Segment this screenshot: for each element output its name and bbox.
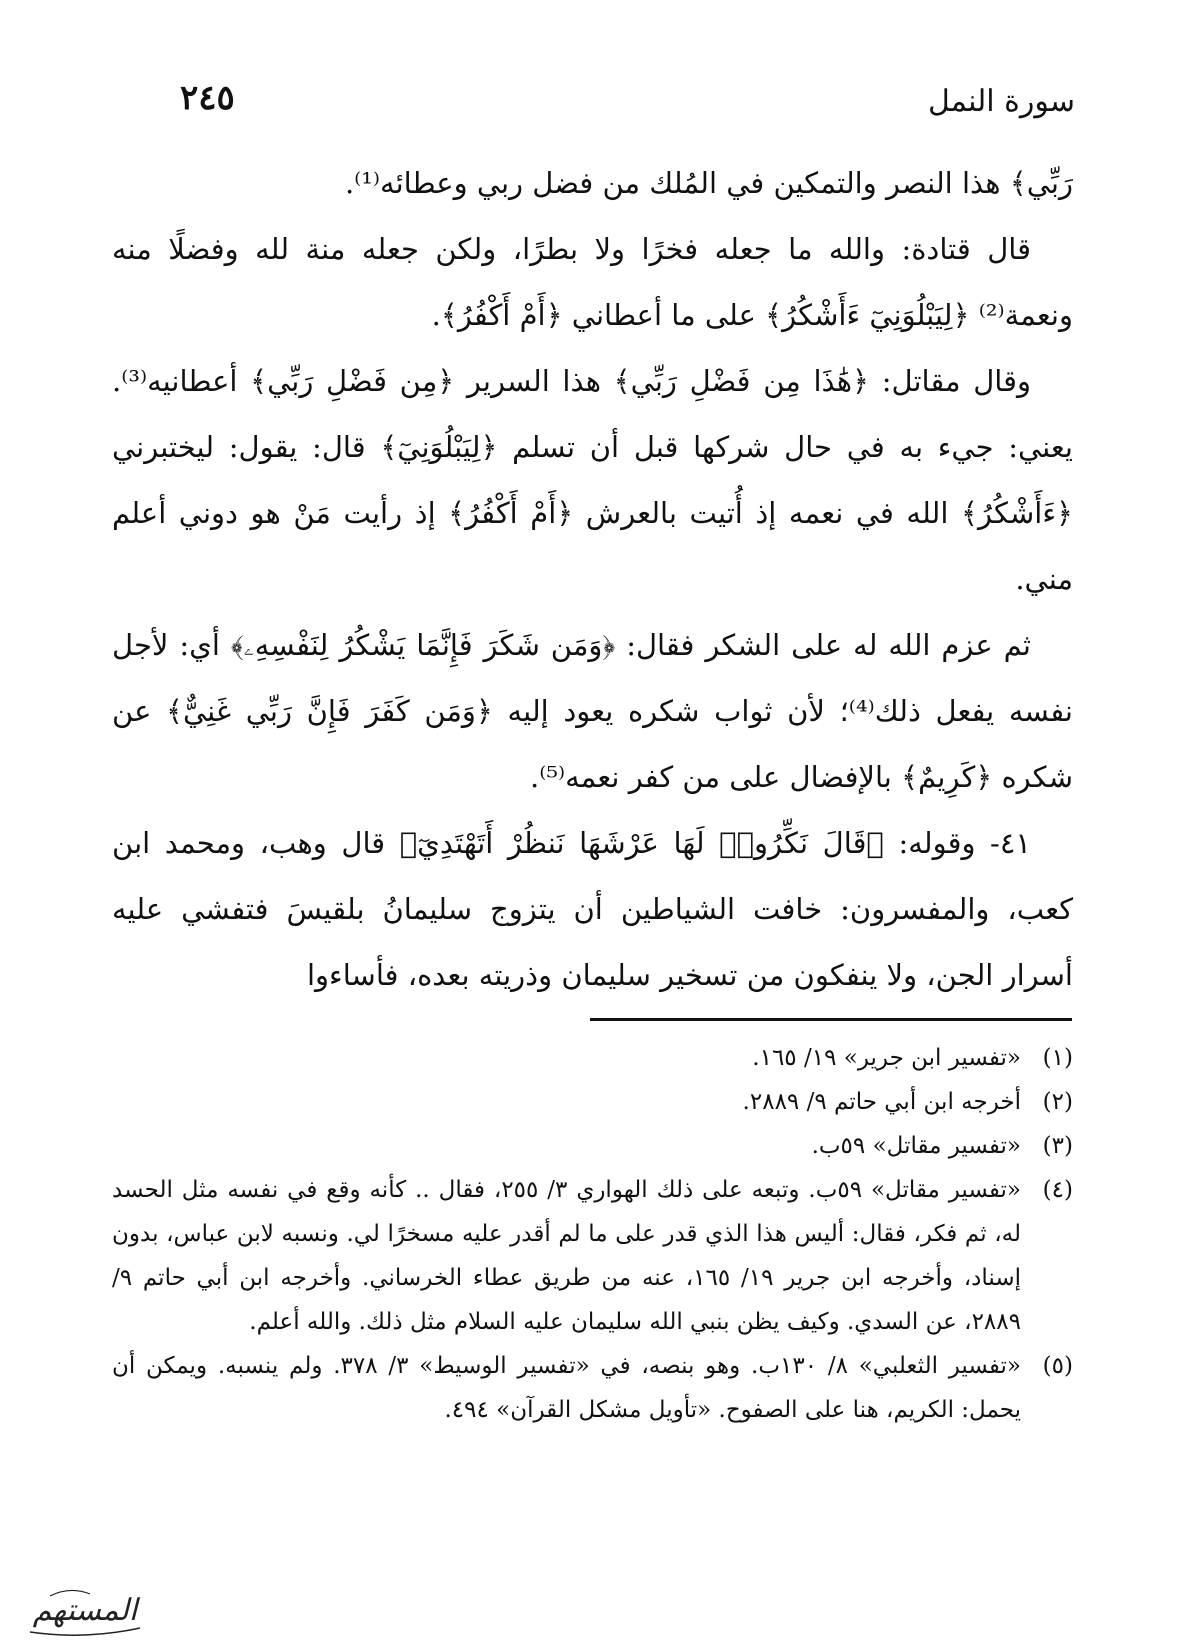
main-text [112,150,1073,1008]
footnote-number: (١) [1042,1045,1073,1071]
page-number: ٢٤٥ [180,78,235,118]
page-header [110,78,1075,128]
paragraph: وقال مقاتل: ﴿هَٰذَا مِن فَضْلِ رَبِّي﴾ هذا السرير ﴿مِن فَضْلِ رَبِّي﴾ أعطانيه⁽³⁾. يعني: جيء به في حال شركها قبل أن تسلم ﴿لِيَبْلُوَنِيٓ﴾ قال: يقول: ليختبرني ﴿ءَأَشْكُرُ﴾ الله في نعمه إذ أُتيت بالعرش ﴿أَمْ أَكْفُرُ﴾ إذ رأيت مَنْ هو دوني أعلم مني. [112,364,1073,596]
footnote-text: أخرجه ابن أبي حاتم ٩/ ٢٨٨٩. [742,1089,1021,1115]
footnote [112,1124,1073,1168]
footnote [112,1168,1073,1344]
footnote [112,1080,1073,1124]
footnote-number: (٤) [1042,1177,1073,1203]
footnote-separator [590,1018,1072,1021]
footnote-number: (٣) [1042,1133,1073,1159]
footnotes [112,1036,1073,1432]
footnote [112,1344,1073,1432]
watermark-logo [10,1582,160,1644]
footnote-text: «تفسير مقاتل» ٥٩ب. وتبعه على ذلك الهواري ٣/ ٢٥٥، فقال .. كأنه وقع في نفسه مثل الحسد له، ثم فكر، فقال: أليس هذا الذي قدر على ما لم أقدر عليه مسخرًا لي. ونسبه لابن عباس، بدون إسناد، وأخرجه ابن جرير ١٩/ ١٦٥، عنه من طريق عطاء الخرساني. وأخرجه ابن أبي حاتم ٩/ ٢٨٨٩، عن السدي. وكيف يظن بنبي الله سليمان عليه السلام مثل ذلك. والله أعلم. [112,1177,1022,1335]
footnote-text: «تفسير مقاتل» ٥٩ب. [811,1133,1021,1159]
footnote-text: «تفسير الثعلبي» ٨/ ١٣٠ب. وهو بنصه، في «تفسير الوسيط» ٣/ ٣٧٨. ولم ينسبه. ويمكن أن يحمل: الكريم، هنا على الصفوح. «تأويل مشكل القرآن» ٤٩٤. [112,1353,1021,1423]
footnote-text: «تفسير ابن جرير» ١٩/ ١٦٥. [752,1045,1021,1071]
paragraph: رَبِّي﴾ هذا النصر والتمكين في المُلك من فضل ربي وعطائه⁽¹⁾. [344,166,1073,200]
watermark-text: المستهم [32,1593,138,1628]
paragraph: ٤١- وقوله: ﴿قَالَ نَكِّرُوا۟ لَهَا عَرْشَهَا نَنظُرْ أَتَهْتَدِيٓ﴾ قال وهب، ومحمد ابن كعب، والمفسرون: خافت الشياطين أن يتزوج سليمانُ بلقيسَ فتفشي عليه أسرار الجن، ولا ينفكون من تسخير سليمان وذريته بعده، فأساءوا [112,826,1073,992]
calligraphy-logo-icon [10,1582,160,1644]
footnote-number: (٥) [1042,1353,1073,1379]
paragraph: ثم عزم الله له على الشكر فقال: ﴿وَمَن شَكَرَ فَإِنَّمَا يَشْكُرُ لِنَفْسِهِۦ﴾ أي: لأجل نفسه يفعل ذلك⁽⁴⁾؛ لأن ثواب شكره يعود إليه ﴿وَمَن كَفَرَ فَإِنَّ رَبِّي غَنِيٌّ﴾ عن شكره ﴿كَرِيمٌ﴾ بالإفضال على من كفر نعمه⁽⁵⁾. [112,628,1073,794]
footnote [112,1036,1073,1080]
surah-title: سورة النمل [928,84,1075,119]
footnote-number: (٢) [1042,1089,1073,1115]
paragraph: قال قتادة: والله ما جعله فخرًا ولا بطرًا، ولكن جعله منة لله وفضلًا منه ونعمة⁽²⁾ ﴿لِيَبْلُوَنِيٓ ءَأَشْكُرُ﴾ على ما أعطاني ﴿أَمْ أَكْفُرُ﴾. [112,232,1073,332]
